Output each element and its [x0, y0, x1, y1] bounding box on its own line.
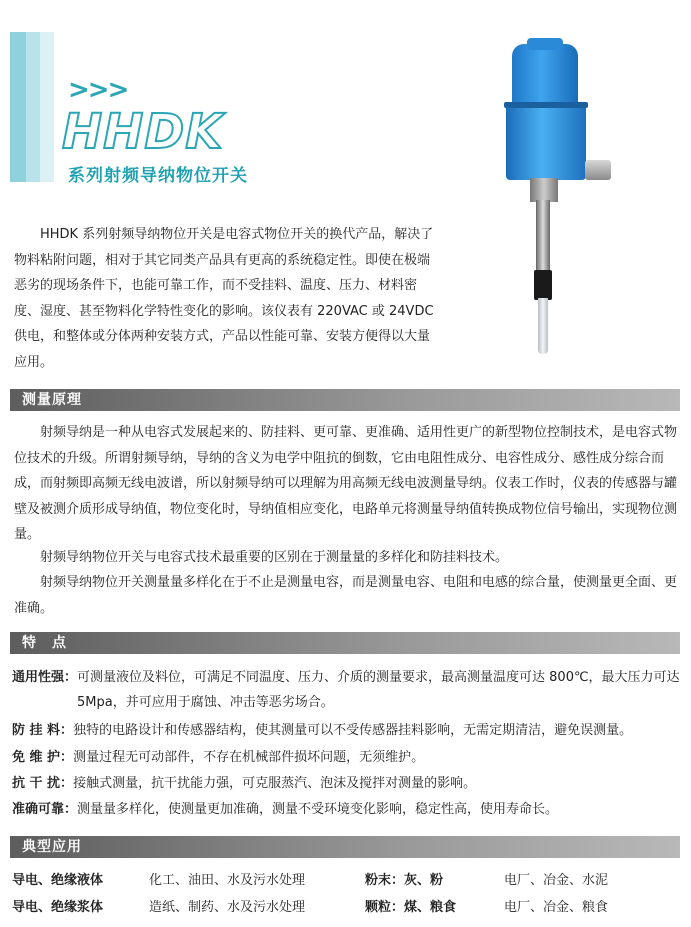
- principle-paragraph: 射频导纳物位开关与电容式技术最重要的区别在于测量量的多样化和防挂料技术。: [40, 550, 509, 565]
- feature-item: [12, 797, 682, 822]
- application-industry: 造纸、制药、水及污水处理: [149, 900, 306, 915]
- feature-item: [12, 718, 682, 743]
- page-subtitle: 系列射频导纳物位开关: [68, 166, 248, 186]
- principle-paragraph: 射频导纳物位开关测量量多样化在于不止是测量电容，而是测量电容、电阻和电感的综合量，使测量更全面、更准确。: [14, 575, 678, 616]
- feature-value: 接触式测量，抗干扰能力强，可克服蒸汽、泡沫及搅拌对测量的影响。: [73, 776, 477, 791]
- color-bar: [40, 32, 54, 182]
- device-rod: [536, 200, 550, 276]
- device-housing: [506, 104, 586, 180]
- feature-key: 通用性强：: [12, 670, 78, 685]
- section-title-features: 特 点: [10, 632, 680, 654]
- device-sleeve: [534, 270, 552, 300]
- application-medium: 导电、绝缘液体: [12, 873, 104, 888]
- device-cap-top: [527, 38, 563, 50]
- color-bar: [26, 32, 40, 182]
- device-cap: [512, 44, 578, 108]
- principle-paragraph: 射频导纳是一种从电容式发展起来的、防挂料、更可靠、更准确、适用性更广的新型物位控制技术，是电容式物位技术的升级。所谓射频导纳，导纳的含义为电学中阻抗的倒数，它由电阻性成分、电容性成分、感性成分综合而成，而射频即高频无线电波谱，所以射频导纳可以理解为用高频无线电波测量导纳。仪表工作时，仪表的传感器与罐壁及被测介质形成导纳值，物位变化时，导纳值相应变化，电路单元将测量导纳值转换成物位信号输出，实现物位测量。: [14, 425, 678, 542]
- device-ring: [504, 102, 588, 108]
- application-medium: 颗粒：煤、粮食: [365, 900, 457, 915]
- color-bar: [10, 32, 26, 182]
- application-medium: 粉末：灰、粉: [365, 873, 444, 888]
- intro-paragraph: HHDK 系列射频导纳物位开关是电容式物位开关的换代产品，解决了物料粘附问题，相对于其它同类产品具有更高的系统稳定性。即使在极端恶劣的现场条件下，也能可靠工作，而不受挂料、温度、压力、材料密度、湿度、甚至物料化学特性变化的影响。该仪表有 220VAC 或 24VDC 供电，和整体或分体两种安装方式，产品以性能可靠、安装方便得以大量应用。: [14, 227, 434, 370]
- header-color-bars: [10, 32, 56, 182]
- feature-value: 测量过程无可动部件，不存在机械部件损坏问题，无须维护。: [73, 750, 425, 765]
- feature-key: 免 维 护：: [12, 750, 74, 765]
- application-industry: 电厂、冶金、水泥: [504, 873, 609, 888]
- device-probe: [538, 298, 548, 354]
- application-row: [12, 896, 682, 920]
- section-title-applications: 典型应用: [10, 836, 680, 858]
- feature-key: 准确可靠：: [12, 802, 78, 817]
- feature-value: 测量量多样化，使测量更加准确，测量不受环境变化影响，稳定性高，使用寿命长。: [77, 802, 559, 817]
- feature-key: 抗 干 扰：: [12, 776, 74, 791]
- brand-title: HHDK: [62, 104, 224, 160]
- application-industry: 电厂、冶金、粮食: [504, 900, 609, 915]
- application-medium: 导电、绝缘浆体: [12, 900, 104, 915]
- application-row: [12, 869, 682, 893]
- device-neck: [530, 178, 558, 202]
- application-industry: 化工、油田、水及污水处理: [149, 873, 306, 888]
- feature-item: [12, 745, 682, 770]
- product-image: [490, 38, 620, 358]
- feature-value: 可测量液位及料位，可满足不同温度、压力、介质的测量要求，最高测量温度可达 800℃，最大压力可达 5Mpa，并可应用于腐蚀、冲击等恶劣场合。: [77, 670, 680, 710]
- cable-gland: [585, 160, 611, 180]
- feature-item: [12, 665, 682, 715]
- chevron-right-icon: >>>: [68, 75, 128, 105]
- feature-key: 防 挂 料：: [12, 723, 74, 738]
- section-title-principle: 测量原理: [10, 389, 680, 411]
- feature-value: 独特的电路设计和传感器结构，使其测量可以不受传感器挂料影响，无需定期清洁，避免误测量。: [73, 723, 633, 738]
- feature-item: [12, 771, 682, 796]
